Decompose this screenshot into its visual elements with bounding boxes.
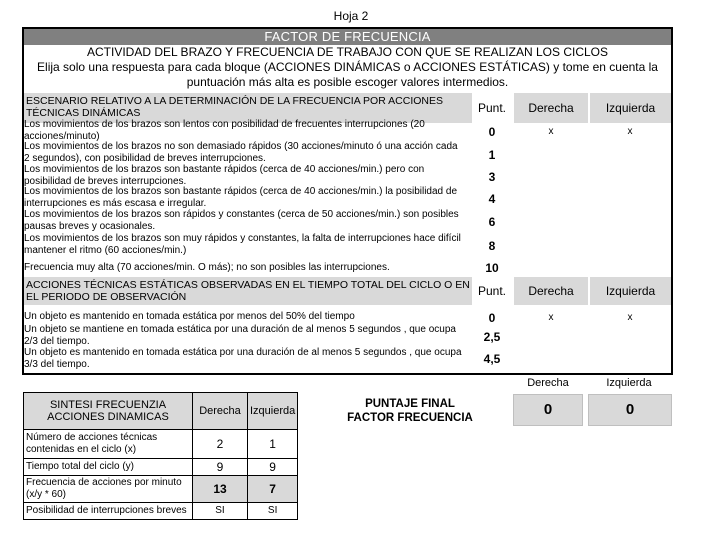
dynamic-option-right-mark[interactable]: x: [548, 126, 554, 137]
static-option-score: 0: [488, 311, 496, 325]
dynamic-option-score: 0: [488, 125, 496, 139]
summary-row-label: Número de acciones técnicas contenidas en el ciclo (x): [24, 430, 193, 459]
static-right-header: Derecha: [514, 277, 588, 305]
final-score-title-line2: FACTOR FRECUENCIA: [347, 412, 473, 424]
static-section-header: [24, 277, 472, 305]
static-option: Un objeto es mantenido en tomada estática por una duración de al menos 5 segundos , que ocupa 3/3 del tiempo.: [24, 347, 462, 370]
panel-title: FACTOR DE FRECUENCIA: [24, 29, 671, 45]
frequency-factor-panel: [22, 27, 673, 375]
static-option-score: 4,5: [483, 352, 501, 366]
dynamic-option-score: 6: [488, 215, 496, 229]
dynamic-option: Frecuencia muy alta (70 acciones/min. O más); no son posibles las interrupciones.: [24, 262, 390, 273]
summary-title: SINTESI FRECUENZIA ACCIONES DINAMICAS: [24, 393, 193, 430]
summary-left-header: Izquierda: [248, 393, 298, 430]
summary-right-header: Derecha: [193, 393, 248, 430]
summary-row-left[interactable]: SI: [248, 503, 298, 520]
static-option: Un objeto es mantenido en tomada estática por menos del 50% del tiempo: [24, 311, 355, 322]
static-section-title: ACCIONES TÉCNICAS ESTÁTICAS OBSERVADAS EN EL TIEMPO TOTAL DEL CICLO O EN EL PERIODO DE OBSERVACIÓN: [26, 279, 470, 303]
dynamic-option-score: 8: [488, 239, 496, 253]
static-option-score: 2,5: [483, 330, 501, 344]
instructions-body: Elija solo una respuesta para cada bloque (ACCIONES DINÁMICAS o ACCIONES ESTÁTICAS) y tome en cuenta la puntuación más alta es posible escoger valores intermedios.: [37, 60, 658, 89]
final-left-label: Izquierda: [606, 377, 652, 389]
sheet-label: Hoja 2: [333, 9, 369, 23]
static-left-header: Izquierda: [590, 277, 671, 305]
summary-row-left: 7: [248, 476, 298, 503]
summary-row-right[interactable]: 2: [193, 430, 248, 459]
static-option: Un objeto se mantiene en tomada estática por una duración de al menos 5 segundos , que ocupa 2/3 del tiempo.: [24, 324, 456, 347]
static-option-left-mark[interactable]: x: [627, 312, 633, 323]
table-row: [24, 476, 298, 503]
table-row: [24, 503, 298, 520]
dynamic-option: Los movimientos de los brazos no son demasiado rápidos (30 acciones/minuto ó una acción cada 2 segundos), con posibilidad de breves interrupciones.: [24, 141, 458, 164]
dynamic-option-score: 3: [488, 170, 496, 184]
instructions-heading: ACTIVIDAD DEL BRAZO Y FRECUENCIA DE TRABAJO CON QUE SE REALIZAN LOS CICLOS: [86, 45, 608, 59]
summary-row-right: 13: [193, 476, 248, 503]
dynamic-punt-header: Punt.: [477, 101, 507, 115]
summary-row-label: Posibilidad de interrupciones breves: [24, 503, 193, 520]
summary-row-label: Frecuencia de acciones por minuto (x/y * 60): [24, 476, 193, 503]
dynamic-section-title: ESCENARIO RELATIVO A LA DETERMINACIÓN DE LA FRECUENCIA POR ACCIONES TÉCNICAS DINÁMICAS: [26, 95, 443, 119]
dynamic-right-header: Derecha: [514, 93, 588, 123]
dynamic-option-score: 4: [488, 192, 496, 206]
dynamic-option: Los movimientos de los brazos son rápidos y constantes (cerca de 50 acciones/min.) son posibles pausas breves y ocasionales.: [24, 209, 459, 232]
final-score-title: [330, 397, 490, 425]
summary-row-right[interactable]: 9: [193, 459, 248, 476]
dynamic-option: Los movimientos de los brazos son bastante rápidos (cerca de 40 acciones/min.) la posibilidad de interrupciones es más escasa e irregular.: [24, 186, 458, 209]
final-right-label: Derecha: [527, 377, 569, 389]
dynamic-option-left-mark[interactable]: x: [627, 126, 633, 137]
final-left-score: 0: [588, 394, 672, 426]
dynamic-option: Los movimientos de los brazos son muy rápidos y constantes, la falta de interrupciones hace difícil mantener el ritmo (60 acciones/min.): [24, 233, 461, 256]
dynamic-option-score: 10: [485, 261, 499, 275]
dynamic-option: Los movimientos de los brazos son lentos con posibilidad de frecuentes interrupciones (20 acciones/minuto): [24, 119, 425, 142]
summary-row-right[interactable]: SI: [193, 503, 248, 520]
summary-table: [23, 392, 298, 520]
dynamic-left-header: Izquierda: [590, 93, 671, 123]
final-right-score: 0: [513, 394, 583, 426]
dynamic-option: Los movimientos de los brazos son bastante rápidos (cerca de 40 acciones/min.) pero con posibilidad de breves interrupciones.: [24, 164, 425, 187]
static-punt-header: Punt.: [477, 284, 507, 298]
final-score-title-line1: PUNTAJE FINAL: [365, 398, 455, 410]
dynamic-option-score: 1: [488, 148, 496, 162]
table-row: [24, 430, 298, 459]
summary-row-left[interactable]: 9: [248, 459, 298, 476]
static-option-right-mark[interactable]: x: [548, 312, 554, 323]
table-row: [24, 459, 298, 476]
summary-row-left[interactable]: 1: [248, 430, 298, 459]
summary-row-label: Tiempo total del ciclo (y): [24, 459, 193, 476]
